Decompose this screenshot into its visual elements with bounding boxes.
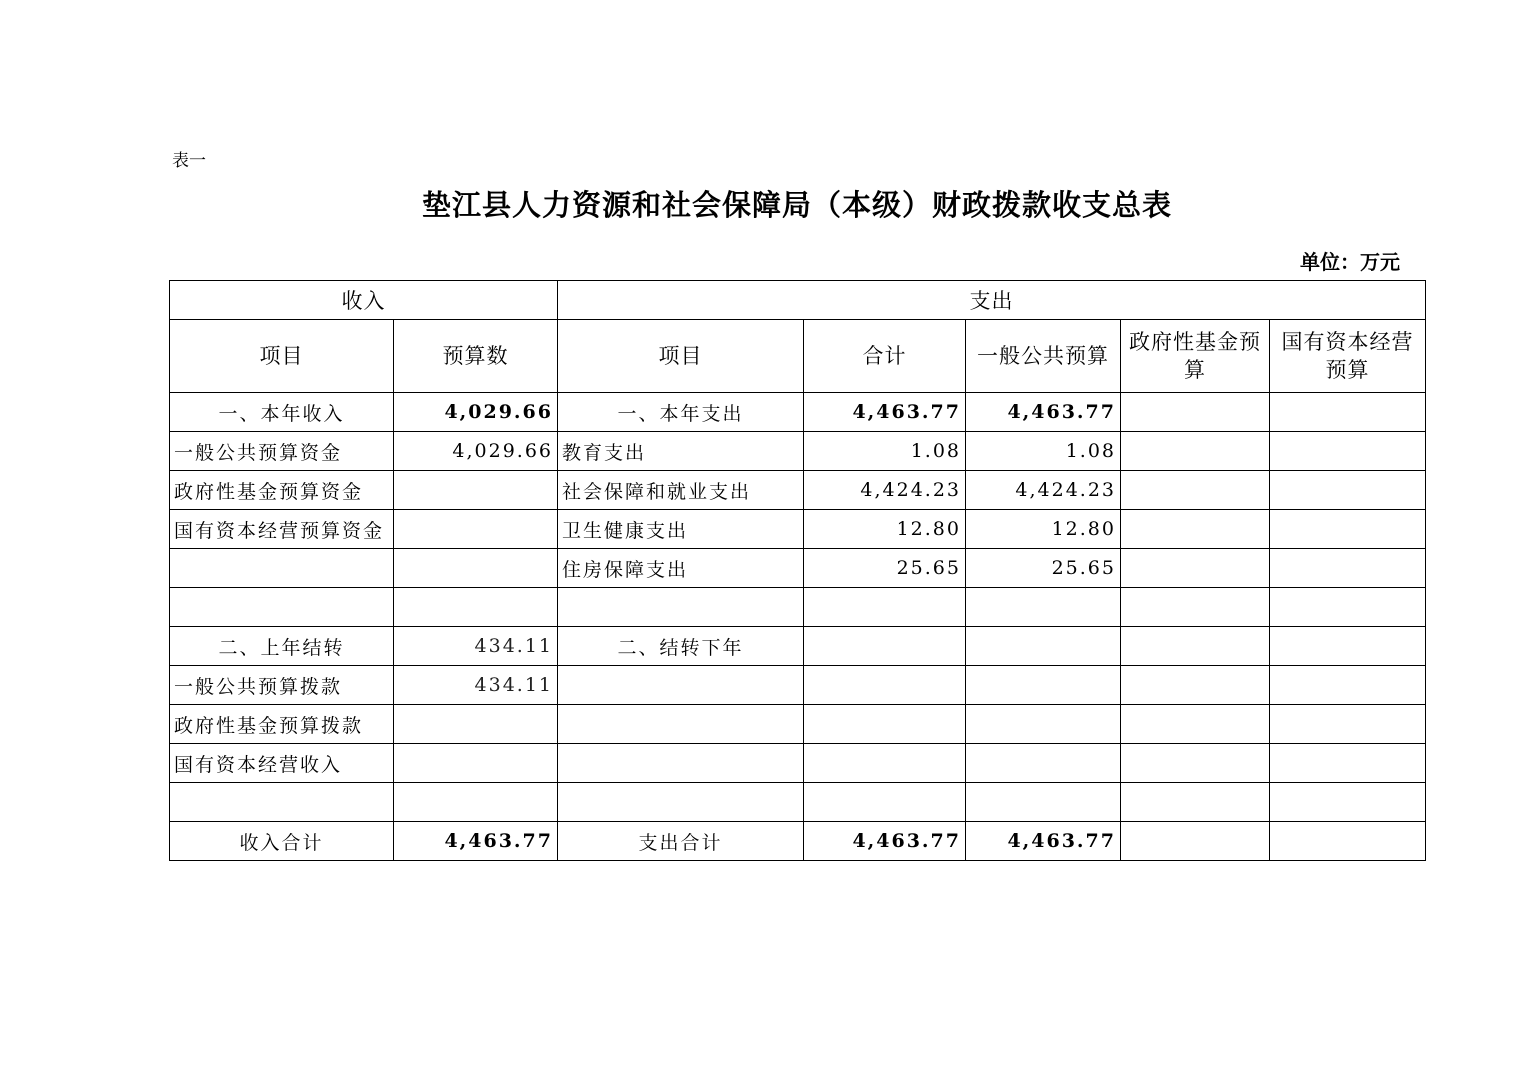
income-amount bbox=[394, 588, 558, 627]
expenditure-total: 4,463.77 bbox=[804, 393, 966, 432]
expenditure-fund bbox=[1121, 432, 1270, 471]
expenditure-general bbox=[966, 588, 1121, 627]
expenditure-capital bbox=[1270, 783, 1426, 822]
income-item: 一般公共预算拨款 bbox=[170, 666, 394, 705]
table-row bbox=[170, 705, 1426, 744]
income-amount: 434.11 bbox=[394, 666, 558, 705]
state-capital-budget-header: 国有资本经营预算 bbox=[1270, 320, 1426, 393]
total-row bbox=[170, 822, 1426, 861]
expenditure-capital bbox=[1270, 627, 1426, 666]
income-amount bbox=[394, 744, 558, 783]
expenditure-fund bbox=[1121, 666, 1270, 705]
expenditure-general bbox=[966, 705, 1121, 744]
income-item bbox=[170, 783, 394, 822]
expenditure-item bbox=[558, 666, 804, 705]
income-item-header: 项目 bbox=[170, 320, 394, 393]
income-section-header: 收入 bbox=[170, 281, 558, 320]
expenditure-capital-total bbox=[1270, 822, 1426, 861]
gov-fund-budget-header: 政府性基金预算 bbox=[1121, 320, 1270, 393]
expenditure-item: 二、结转下年 bbox=[558, 627, 804, 666]
income-item: 政府性基金预算资金 bbox=[170, 471, 394, 510]
income-amount bbox=[394, 510, 558, 549]
expenditure-capital bbox=[1270, 393, 1426, 432]
income-item bbox=[170, 549, 394, 588]
expenditure-fund bbox=[1121, 627, 1270, 666]
expenditure-total-label: 支出合计 bbox=[558, 822, 804, 861]
table-row bbox=[170, 588, 1426, 627]
expenditure-total: 4,424.23 bbox=[804, 471, 966, 510]
table-row bbox=[170, 666, 1426, 705]
section-header-row bbox=[170, 281, 1426, 320]
income-amount bbox=[394, 705, 558, 744]
income-item: 一般公共预算资金 bbox=[170, 432, 394, 471]
expenditure-total bbox=[804, 627, 966, 666]
income-amount bbox=[394, 783, 558, 822]
income-amount bbox=[394, 549, 558, 588]
expenditure-total bbox=[804, 744, 966, 783]
expenditure-fund bbox=[1121, 471, 1270, 510]
expenditure-general bbox=[966, 744, 1121, 783]
expenditure-total-amount: 4,463.77 bbox=[804, 822, 966, 861]
income-amount bbox=[394, 471, 558, 510]
expenditure-capital bbox=[1270, 705, 1426, 744]
document-title: 垫江县人力资源和社会保障局（本级）财政拨款收支总表 bbox=[421, 188, 1172, 222]
income-item: 政府性基金预算拨款 bbox=[170, 705, 394, 744]
expenditure-total bbox=[804, 588, 966, 627]
expenditure-general bbox=[966, 783, 1121, 822]
expenditure-capital bbox=[1270, 432, 1426, 471]
income-amount: 434.11 bbox=[394, 627, 558, 666]
expenditure-fund bbox=[1121, 705, 1270, 744]
expenditure-capital bbox=[1270, 588, 1426, 627]
expenditure-fund bbox=[1121, 588, 1270, 627]
expenditure-capital bbox=[1270, 549, 1426, 588]
expenditure-total bbox=[804, 666, 966, 705]
table-row bbox=[170, 549, 1426, 588]
expenditure-general bbox=[966, 627, 1121, 666]
expenditure-general-total: 4,463.77 bbox=[966, 822, 1121, 861]
expenditure-item: 住房保障支出 bbox=[558, 549, 804, 588]
income-total-label: 收入合计 bbox=[170, 822, 394, 861]
expenditure-item: 卫生健康支出 bbox=[558, 510, 804, 549]
table-row bbox=[170, 783, 1426, 822]
budget-table bbox=[169, 280, 1426, 861]
income-amount: 4,029.66 bbox=[394, 432, 558, 471]
expenditure-capital bbox=[1270, 744, 1426, 783]
expenditure-item-header: 项目 bbox=[558, 320, 804, 393]
expenditure-item bbox=[558, 705, 804, 744]
expenditure-total bbox=[804, 705, 966, 744]
expenditure-fund bbox=[1121, 510, 1270, 549]
income-item bbox=[170, 588, 394, 627]
expenditure-item: 一、本年支出 bbox=[558, 393, 804, 432]
expenditure-item bbox=[558, 783, 804, 822]
table-row bbox=[170, 510, 1426, 549]
expenditure-item bbox=[558, 744, 804, 783]
expenditure-item bbox=[558, 588, 804, 627]
table-row bbox=[170, 744, 1426, 783]
expenditure-capital bbox=[1270, 510, 1426, 549]
income-item: 二、上年结转 bbox=[170, 627, 394, 666]
expenditure-general bbox=[966, 666, 1121, 705]
expenditure-fund bbox=[1121, 783, 1270, 822]
expenditure-general: 4,463.77 bbox=[966, 393, 1121, 432]
expenditure-total bbox=[804, 783, 966, 822]
column-header-row bbox=[170, 320, 1426, 393]
expenditure-fund bbox=[1121, 744, 1270, 783]
table-label: 表一 bbox=[172, 151, 206, 171]
expenditure-fund-total bbox=[1121, 822, 1270, 861]
expenditure-capital bbox=[1270, 471, 1426, 510]
table-row bbox=[170, 432, 1426, 471]
expenditure-general: 12.80 bbox=[966, 510, 1121, 549]
expenditure-section-header: 支出 bbox=[558, 281, 1426, 320]
unit-label: 单位：万元 bbox=[1300, 250, 1400, 274]
expenditure-general: 4,424.23 bbox=[966, 471, 1121, 510]
expenditure-total: 12.80 bbox=[804, 510, 966, 549]
expenditure-total: 1.08 bbox=[804, 432, 966, 471]
expenditure-capital bbox=[1270, 666, 1426, 705]
expenditure-general: 1.08 bbox=[966, 432, 1121, 471]
income-item: 国有资本经营预算资金 bbox=[170, 510, 394, 549]
income-total-amount: 4,463.77 bbox=[394, 822, 558, 861]
general-budget-header: 一般公共预算 bbox=[966, 320, 1121, 393]
table-row bbox=[170, 393, 1426, 432]
expenditure-total: 25.65 bbox=[804, 549, 966, 588]
income-item: 国有资本经营收入 bbox=[170, 744, 394, 783]
table-row bbox=[170, 471, 1426, 510]
income-amount: 4,029.66 bbox=[394, 393, 558, 432]
expenditure-item: 教育支出 bbox=[558, 432, 804, 471]
income-item: 一、本年收入 bbox=[170, 393, 394, 432]
expenditure-fund bbox=[1121, 549, 1270, 588]
table-row bbox=[170, 627, 1426, 666]
expenditure-fund bbox=[1121, 393, 1270, 432]
income-budget-header: 预算数 bbox=[394, 320, 558, 393]
expenditure-general: 25.65 bbox=[966, 549, 1121, 588]
total-header: 合计 bbox=[804, 320, 966, 393]
expenditure-item: 社会保障和就业支出 bbox=[558, 471, 804, 510]
